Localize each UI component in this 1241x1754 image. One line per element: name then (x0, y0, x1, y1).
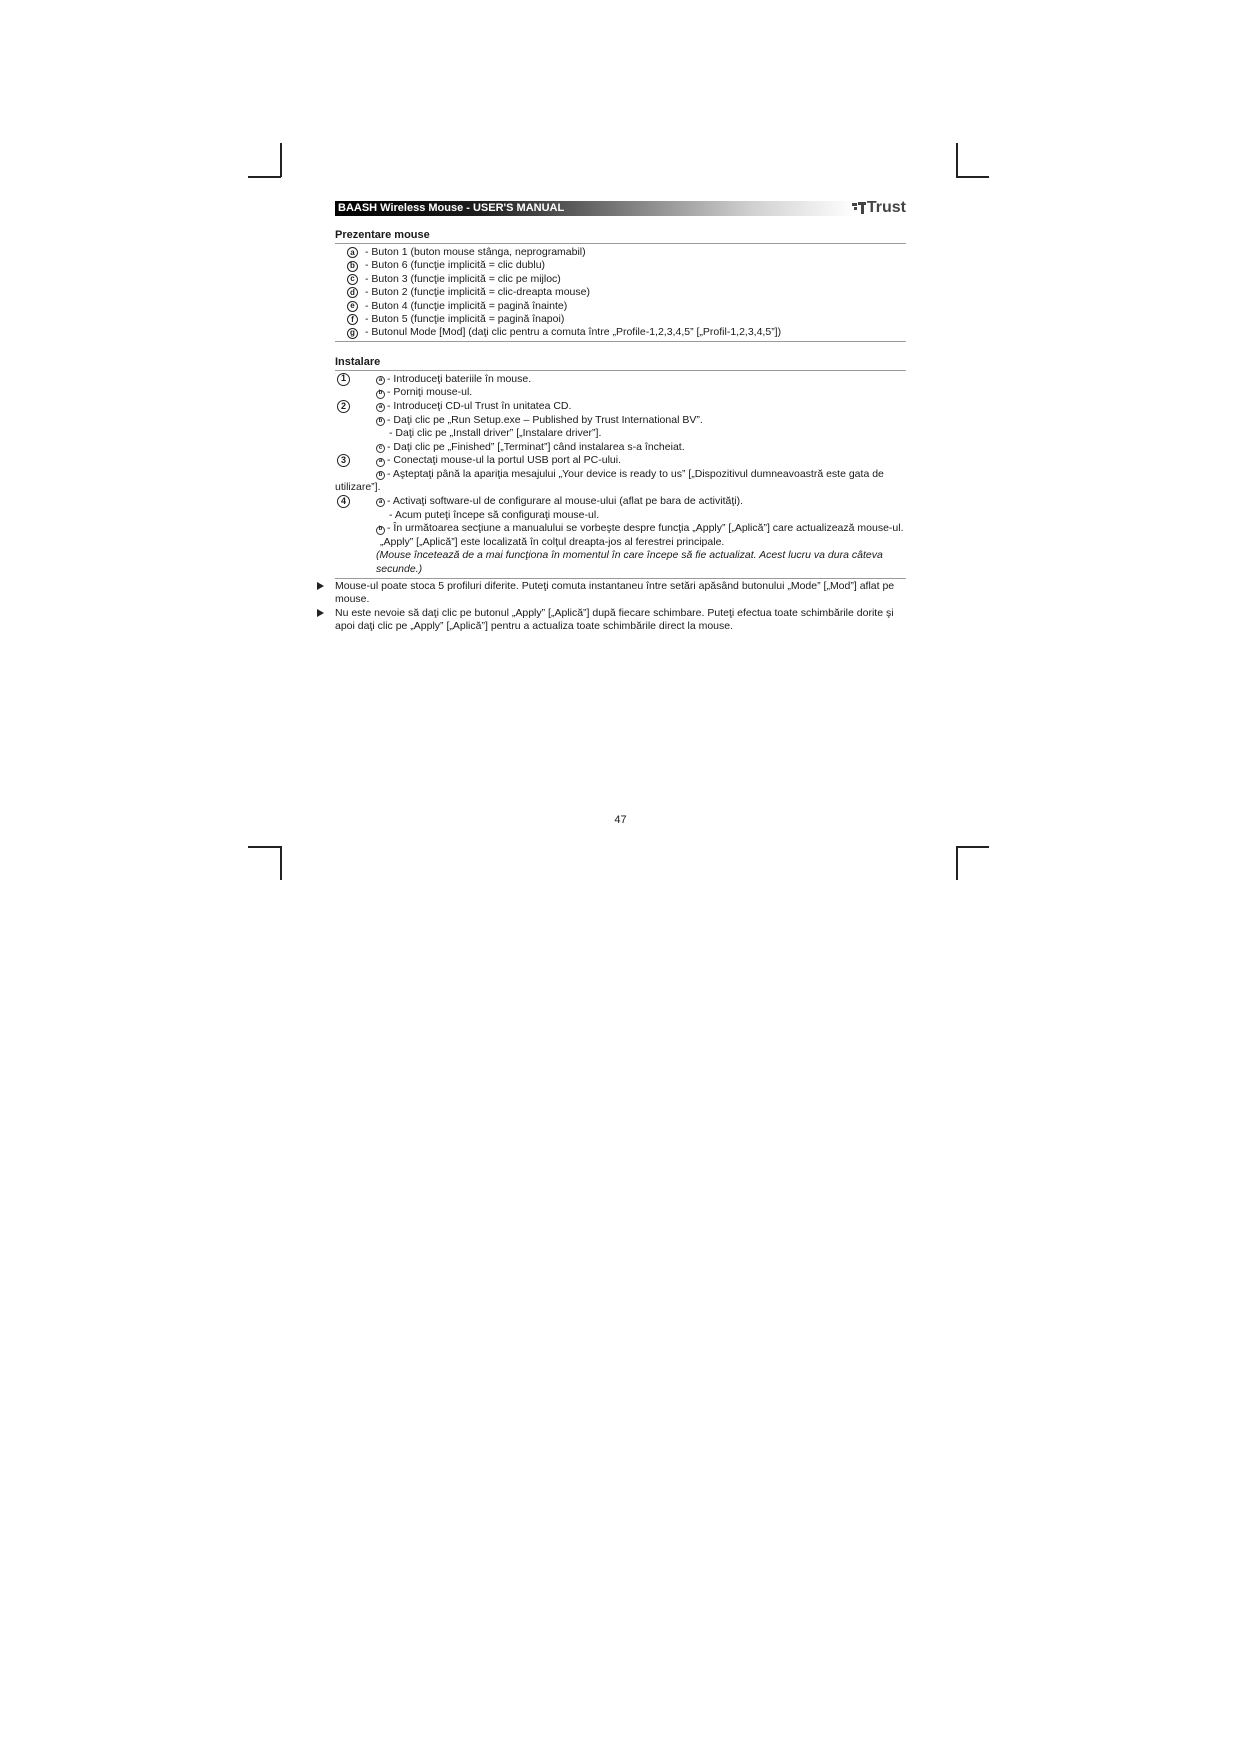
divider (335, 341, 906, 342)
crop-mark-top-left-v (280, 143, 282, 177)
step-line: a - Conectaţi mouse-ul la portul USB port al PC-ului. (335, 454, 906, 468)
list-item: e - Buton 4 (funcţie implicită = pagină înainte) (335, 300, 906, 313)
note-item: Nu este nevoie să daţi clic pe butonul „Apply” [„Aplică”] după fiecare schimbare. Puteţi efectua toate schimbările dorite şi apoi daţi clic pe „Apply” [„Aplică”] pentru a actualiza toate schimbările direct la mouse. (335, 607, 906, 634)
crop-mark-bottom-right-h (956, 846, 989, 848)
step-number-icon: 3 (337, 454, 350, 467)
step-line: „Apply” [„Aplică”] este localizată în colţul dreapta-jos al ferestrei principale. (380, 535, 725, 548)
install-step-4 (335, 495, 906, 577)
sub-marker-icon: b (376, 417, 385, 426)
install-steps (335, 373, 906, 577)
sub-marker-icon: b (376, 526, 385, 535)
sub-marker-icon: a (376, 403, 385, 412)
sub-marker-icon: a (376, 498, 385, 507)
sub-marker-icon: b (376, 471, 385, 480)
install-step-3 (335, 454, 906, 495)
manual-page (335, 198, 906, 634)
step-line: b - În următoarea secţiune a manualului se vorbeşte despre funcţia „Apply” [„Aplică”] care actualizează mouse-ul. (335, 522, 906, 536)
sub-marker-icon: a (376, 376, 385, 385)
marker-icon: b (347, 261, 358, 272)
notes (335, 578, 906, 634)
marker-icon: e (347, 301, 358, 312)
list-item: c - Buton 3 (funcţie implicită = clic pe mijloc) (335, 273, 906, 286)
step-number-icon: 2 (337, 400, 350, 413)
note-item: Mouse-ul poate stoca 5 profiluri diferite. Puteţi comuta instantaneu între setări apăsând butonului „Mode” [„Mod”] aflat pe mouse. (335, 580, 906, 607)
step-number-icon: 4 (337, 495, 350, 508)
step-line: b - Porniţi mouse-ul. (335, 386, 906, 400)
step-line: - Daţi clic pe „Install driver” [„Instalare driver”]. (389, 427, 602, 440)
step-line: b - Aşteptaţi până la apariţia mesajului „Your device is ready to us” [„Dispozitivul dumneavoastră este gata de utilizare”]. (335, 467, 884, 494)
step-line: a - Introduceţi CD-ul Trust în unitatea CD. (335, 400, 906, 414)
step-line: a - Activaţi software-ul de configurare al mouse-ului (aflat pe bara de activităţi). (335, 495, 906, 509)
page-number: 47 (614, 814, 627, 826)
sub-marker-icon: b (376, 390, 385, 399)
trust-logo-icon (852, 202, 866, 214)
section-title-install: Instalare (335, 355, 906, 371)
list-item: b - Buton 6 (funcţie implicită = clic dublu) (335, 259, 906, 272)
marker-icon: a (347, 247, 358, 258)
crop-mark-top-left-h (248, 176, 281, 178)
list-item: g - Butonul Mode [Mod] (daţi clic pentru a comuta între „Profile-1,2,3,4,5” [„Profil-1,2,3,4,5”]) (335, 326, 906, 339)
crop-mark-top-right-v (956, 143, 958, 177)
button-list (335, 246, 906, 340)
step-line: c - Daţi clic pe „Finished” [„Terminat”] când instalarea s-a încheiat. (335, 441, 906, 455)
page-header (335, 198, 906, 218)
step-number-icon: 1 (337, 373, 350, 386)
crop-mark-top-right-h (956, 176, 989, 178)
crop-mark-bottom-left-v (280, 846, 282, 880)
step-line: b - Daţi clic pe „Run Setup.exe – Published by Trust International BV”. (335, 414, 906, 428)
sub-marker-icon: c (376, 444, 385, 453)
trust-logo-text: Trust (866, 199, 906, 216)
arrow-right-icon (317, 609, 324, 617)
marker-icon: c (347, 274, 358, 285)
marker-icon: g (347, 328, 358, 339)
marker-icon: f (347, 314, 358, 325)
install-step-1 (335, 373, 906, 400)
arrow-right-icon (317, 582, 324, 590)
step-line: (Mouse încetează de a mai funcţiona în momentul în care începe să fie actualizat. Acest lucru va dura câteva secunde.) (376, 549, 883, 576)
install-step-2 (335, 400, 906, 454)
list-item: f - Buton 5 (funcţie implicită = pagină înapoi) (335, 313, 906, 326)
step-line: - Acum puteţi începe să configuraţi mouse-ul. (389, 508, 600, 521)
step-line: a - Introduceţi bateriile în mouse. (335, 373, 906, 387)
crop-mark-bottom-left-h (248, 846, 281, 848)
section-title-overview: Prezentare mouse (335, 228, 906, 244)
list-item: a - Buton 1 (buton mouse stânga, neprogramabil) (335, 246, 906, 259)
header-title: BAASH Wireless Mouse - USER'S MANUAL (338, 202, 565, 214)
trust-logo (852, 199, 906, 217)
crop-mark-bottom-right-v (956, 846, 958, 880)
marker-icon: d (347, 287, 358, 298)
sub-marker-icon: a (376, 458, 385, 467)
list-item: d - Buton 2 (funcţie implicită = clic-dreapta mouse) (335, 286, 906, 299)
